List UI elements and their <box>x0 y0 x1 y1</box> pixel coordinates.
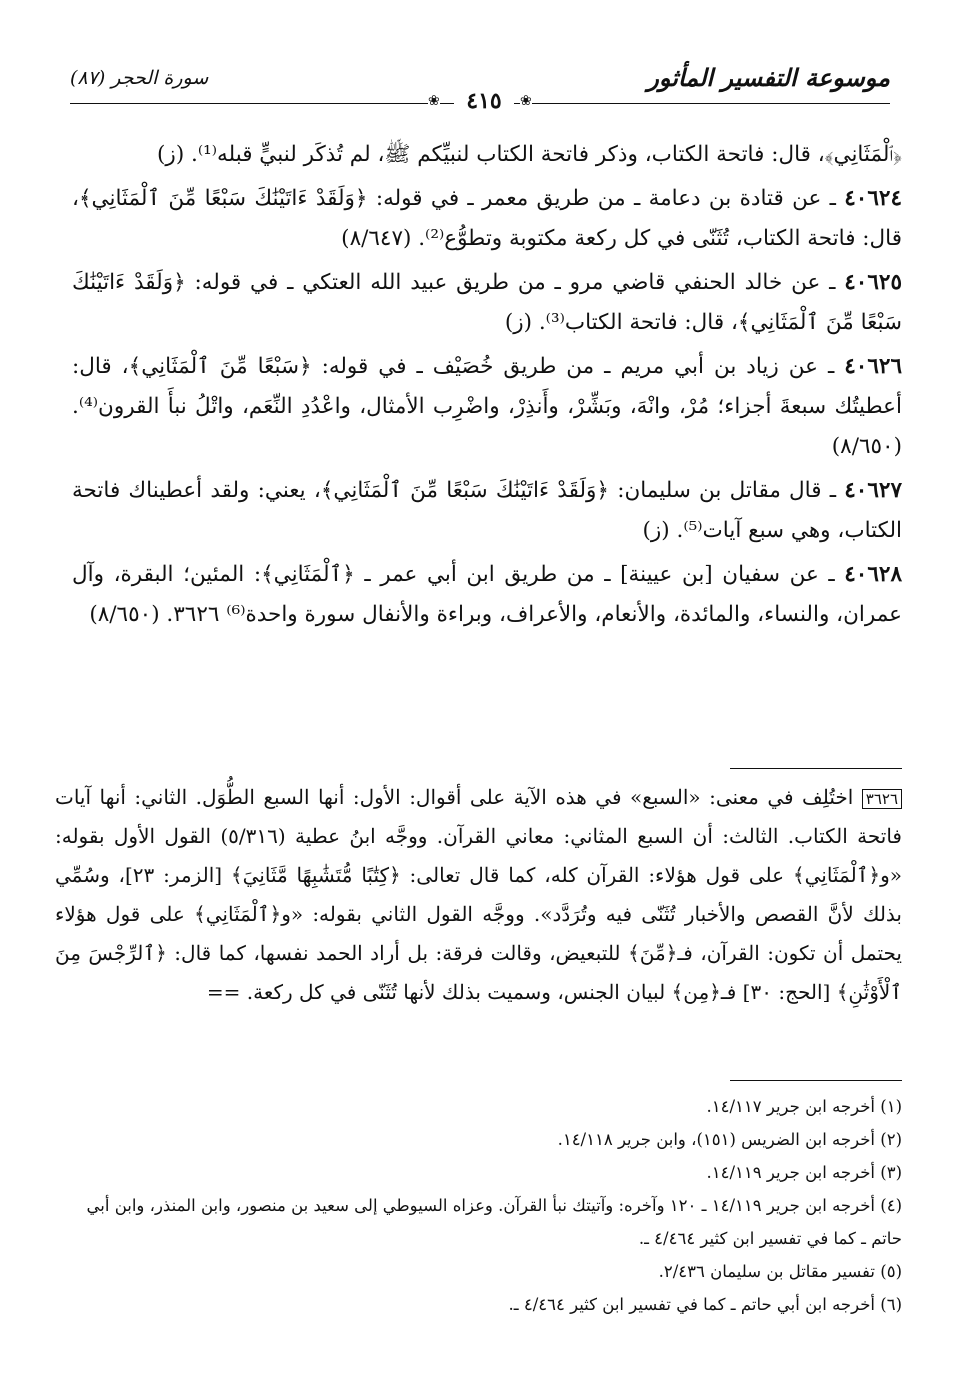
page-number: ٤١٥ <box>454 88 514 114</box>
paragraph-text: ـ قال مقاتل بن سليمان: ﴿وَلَقَدْ ءَاتَيْنَٰكَ سَبْعًا مِّنَ ٱلْمَثَانِي﴾، يعني: ولقد أعطيناك فاتحة الكتاب، وهي سبع آيات⁽⁵⁾. (ز) <box>72 478 902 543</box>
surah-label: سورة الحجر (٨٧) <box>70 67 209 89</box>
footnotes <box>55 1090 902 1321</box>
paragraph <box>72 471 902 551</box>
footnote: (٦) أخرجه ابن أبي حاتم ـ كما في تفسير ابن كثير ٤/٤٦٤ ـ. <box>508 1295 902 1314</box>
paragraph <box>72 347 902 467</box>
commentary-ref: ٣٦٢٦ <box>862 789 902 809</box>
commentary-note <box>55 778 902 1012</box>
main-text <box>72 135 902 639</box>
paragraph <box>72 135 902 175</box>
paragraph-number: ٤٠٦٢٦ <box>844 354 902 379</box>
paragraph-text: ـ عن سفيان [بن عيينة] ـ من طريق ابن أبي عمر ـ ﴿ٱلْمَثَانِي﴾: المئين؛ البقرة، وآل عمران، والنساء، والمائدة، والأنعام، والأعراف، وبراءة والأنفال سورة واحدة⁽⁶⁾ ٣٦٢٦. (٨/٦٥٠) <box>72 562 902 627</box>
commentary-rule <box>730 768 902 769</box>
commentary-text: اختُلِف في معنى: «السبع» في هذه الآية على أقوال: الأول: أنها السبع الطُّوَل. الثاني: أنها آيات فاتحة الكتاب. الثالث: أن السبع المثاني: معاني القرآن. ووجَّه ابنُ عطية (٥/٣١٦) القول الأول بقوله: «و﴿ٱلْمَثَانِي﴾ على قول هؤلاء: القرآن كله، كما قال تعالى: ﴿كِتَٰبًا مُّتَشَٰبِهًا مَّثَانِيَ﴾ [الزمر: ٢٣]، وسُمِّي بذلك لأنَّ القصص والأخبار تُثَنّى فيه وتُرَدَّد». ووجَّه القول الثاني بقوله: «و﴿ٱلْمَثَانِي﴾ على قول هؤلاء يحتمل أن تكون: القرآن، فـ﴿مِّنَ﴾ للتبعيض، وقالت فرقة: بل أراد الحمد نفسها، كما قال: ﴿ٱلرِّجْسَ مِنَ ٱلْأَوْثَٰنِ﴾ [الحج: ٣٠] فـ﴿مِن﴾ لبيان الجنس، وسميت بذلك لأنها تُثَنّى في كل ركعة. == <box>55 785 902 1004</box>
paragraph-number: ٤٠٦٢٤ <box>844 186 902 211</box>
paragraph <box>72 179 902 259</box>
ornament-icon: ❀ <box>428 93 440 109</box>
footnote: (٤) أخرجه ابن جرير ١٤/١١٩ ـ ١٢٠ وآخره: وآتيتك نبأ القرآن. وعزاه السيوطي إلى سعيد بن منصور، وابن المنذر، وابن أبي حاتم ـ كما في تفسير ابن كثير ٤/٤٦٤ ـ. <box>86 1196 902 1248</box>
book-title: موسوعة التفسير المأثور <box>647 63 890 92</box>
paragraph <box>72 263 902 343</box>
paragraph-text: ـ عن زياد بن أبي مريم ـ من طريق خُصَيْف ـ في قوله: ﴿سَبْعًا مِّنَ ٱلْمَثَانِي﴾، قال: أعطيتُك سبعةَ أجزاء؛ مُرْ، وانْهَ، وبَشِّرْ، وأَنذِرْ، واضْرِب الأمثال، واعْدُدِ النِّعَم، واتْلُ نبأَ القرون⁽⁴⁾. (٨/٦٥٠) <box>72 354 902 459</box>
paragraph <box>72 555 902 635</box>
page-header <box>70 55 890 115</box>
footnote: (٢) أخرجه ابن الضريس (١٥١)، وابن جرير ١٤/١١٨. <box>557 1130 902 1149</box>
paragraph-number: ٤٠٦٢٥ <box>844 270 902 295</box>
ornament-icon: ❀ <box>520 93 532 109</box>
footnote: (٥) تفسير مقاتل بن سليمان ٢/٤٣٦. <box>658 1262 902 1281</box>
footnote-rule <box>730 1080 902 1081</box>
footnote: (١) أخرجه ابن جرير ١٤/١١٧. <box>706 1097 902 1116</box>
paragraph-text: ﴿ٱلْمَثَانِي﴾، قال: فاتحة الكتاب، وذكر فاتحة الكتاب لنبيِّكم ﷺ، لم تُذكَر لنبيٍّ قبله⁽¹⁾. (ز) <box>157 142 902 167</box>
paragraph-text: ـ عن خالد الحنفي قاضي مرو ـ من طريق عبيد الله العتكي ـ في قوله: ﴿وَلَقَدْ ءَاتَيْنَٰكَ سَبْعًا مِّنَ ٱلْمَثَانِي﴾، قال: فاتحة الكتاب⁽³⁾. (ز) <box>72 270 902 335</box>
paragraph-text: ـ عن قتادة بن دعامة ـ من طريق معمر ـ في قوله: ﴿وَلَقَدْ ءَاتَيْنَٰكَ سَبْعًا مِّنَ ٱلْمَثَانِي﴾، قال: فاتحة الكتاب، تُثَنّى في كل ركعة مكتوبة وتطوُّع⁽²⁾. (٨/٦٤٧) <box>72 186 902 251</box>
paragraph-number: ٤٠٦٢٧ <box>844 478 902 503</box>
paragraph-number: ٤٠٦٢٨ <box>844 562 902 587</box>
footnote: (٣) أخرجه ابن جرير ١٤/١١٩. <box>706 1163 902 1182</box>
